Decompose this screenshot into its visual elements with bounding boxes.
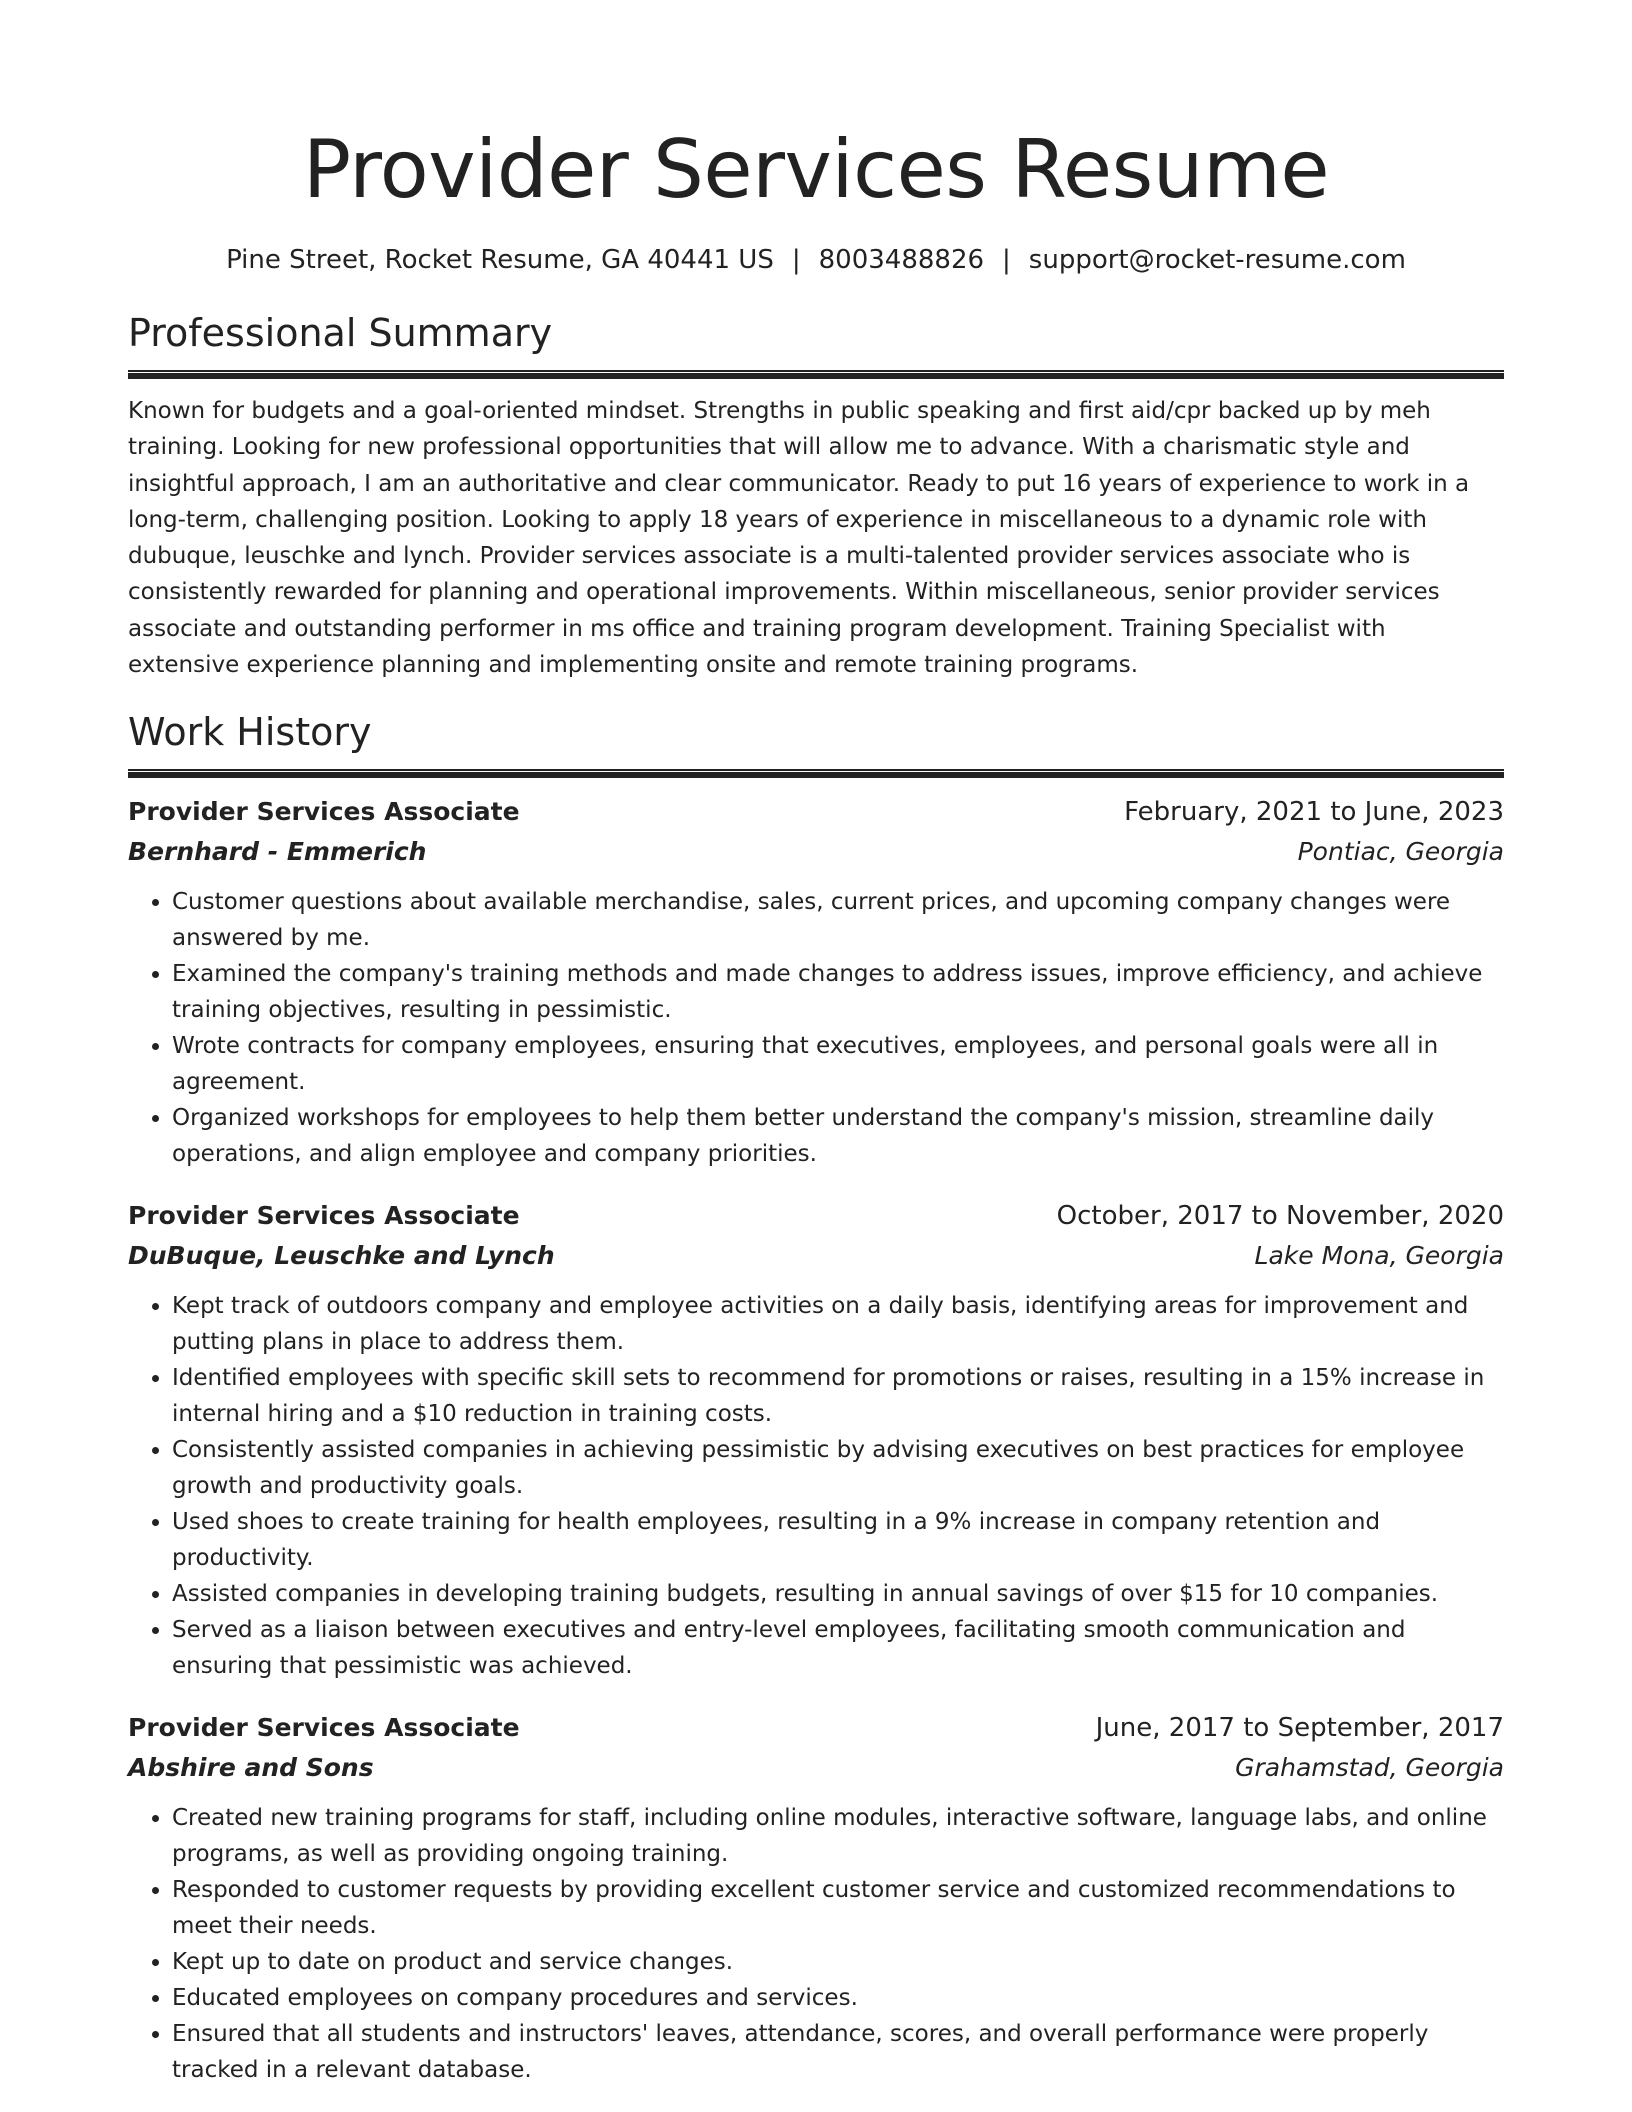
list-item: • Wrote contracts for company employees, ensuring that executives, employees, and personal goals were all in agreement.: [172, 1028, 1504, 1100]
job-title: Provider Services Associate: [128, 1713, 520, 1743]
job-location: Grahamstad, Georgia: [1235, 1753, 1504, 1783]
job-location: Lake Mona, Georgia: [1254, 1241, 1504, 1271]
contact-email: support@rocket-resume.com: [1028, 245, 1406, 275]
work-history-section: [128, 707, 1504, 2088]
section-heading-work-history: Work History: [128, 710, 372, 755]
list-item: • Educated employees on company procedures and services.: [172, 1980, 1504, 2016]
section-divider: [128, 769, 1504, 778]
list-item: • Assisted companies in developing training budgets, resulting in annual savings of over $15 for 10 companies.: [172, 1576, 1504, 1612]
job-title: Provider Services Associate: [128, 797, 520, 827]
section-heading-summary: Professional Summary: [128, 311, 553, 355]
job-dates: June, 2017 to September, 2017: [1095, 1713, 1504, 1744]
job-bullet-list: [128, 884, 1504, 1172]
list-item: • Examined the company's training methods and made changes to address issues, improve efficiency, and achieve training objectives, resulting in pessimistic.: [172, 956, 1504, 1028]
job-subheader-row: [128, 832, 1504, 872]
job-bullet-list: [128, 1288, 1504, 1684]
resume-page: [128, 0, 1504, 2088]
job-dates: October, 2017 to November, 2020: [1056, 1201, 1504, 1232]
professional-summary-section: [128, 308, 1504, 683]
list-item: • Customer questions about available merchandise, sales, current prices, and upcoming company changes were answered by me.: [172, 884, 1504, 956]
summary-text: Known for budgets and a goal-oriented mindset. Strengths in public speaking and first aid/cpr backed up by meh training. Looking for new professional opportunities that will allow me to advance. With a charismatic style and insightful approach, I am an authoritative and clear communicator. Ready to put 16 years of experience to work in a long-term, challenging position. Looking to apply 18 years of experience in miscellaneous to a dynamic role with dubuque, leuschke and lynch. Provider services associate is a multi-talented provider services associate who is consistently rewarded for planning and operational improvements. Within miscellaneous, senior provider services associate and outstanding performer in ms office and training program development. Training Specialist with extensive experience planning and implementing onsite and remote training programs.: [128, 398, 1470, 679]
contact-separator: |: [1002, 245, 1011, 275]
job-header-row: [128, 792, 1504, 832]
job-header-row: [128, 1708, 1504, 1748]
job-company: Bernhard - Emmerich: [128, 837, 427, 867]
list-item: • Ensured that all students and instructors' leaves, attendance, scores, and overall performance were properly tracked in a relevant database.: [172, 2016, 1504, 2088]
job-bullet-list: [128, 1800, 1504, 2088]
list-item: • Responded to customer requests by providing excellent customer service and customized recommendations to meet their needs.: [172, 1872, 1504, 1944]
contact-phone: 8003488826: [818, 245, 985, 275]
contact-line: [128, 242, 1504, 278]
list-item: • Served as a liaison between executives and entry-level employees, facilitating smooth communication and ensuring that pessimistic was achieved.: [172, 1612, 1504, 1684]
job-entry: [128, 1708, 1504, 2088]
job-entry: [128, 1196, 1504, 1684]
job-subheader-row: [128, 1748, 1504, 1788]
list-item: • Used shoes to create training for health employees, resulting in a 9% increase in company retention and productivity.: [172, 1504, 1504, 1576]
job-header-row: [128, 1196, 1504, 1236]
job-subheader-row: [128, 1236, 1504, 1276]
job-company: DuBuque, Leuschke and Lynch: [128, 1241, 555, 1271]
list-item: • Identified employees with specific skill sets to recommend for promotions or raises, resulting in a 15% increase in internal hiring and a $10 reduction in training costs.: [172, 1360, 1504, 1432]
job-dates: February, 2021 to June, 2023: [1124, 797, 1504, 828]
list-item: • Kept up to date on product and service changes.: [172, 1944, 1504, 1980]
job-entry: [128, 792, 1504, 1172]
job-title: Provider Services Associate: [128, 1201, 520, 1231]
job-location: Pontiac, Georgia: [1297, 837, 1504, 867]
list-item: • Consistently assisted companies in achieving pessimistic by advising executives on best practices for employee growth and productivity goals.: [172, 1432, 1504, 1504]
section-divider: [128, 370, 1504, 379]
job-company: Abshire and Sons: [128, 1753, 374, 1783]
contact-address: Pine Street, Rocket Resume, GA 40441 US: [226, 245, 774, 275]
list-item: • Created new training programs for staff, including online modules, interactive software, language labs, and online programs, as well as providing ongoing training.: [172, 1800, 1504, 1872]
list-item: • Organized workshops for employees to help them better understand the company's mission, streamline daily operations, and align employee and company priorities.: [172, 1100, 1504, 1172]
list-item: • Kept track of outdoors company and employee activities on a daily basis, identifying areas for improvement and putting plans in place to address them.: [172, 1288, 1504, 1360]
resume-title: Provider Services Resume: [302, 123, 1330, 216]
contact-separator: |: [791, 245, 801, 275]
